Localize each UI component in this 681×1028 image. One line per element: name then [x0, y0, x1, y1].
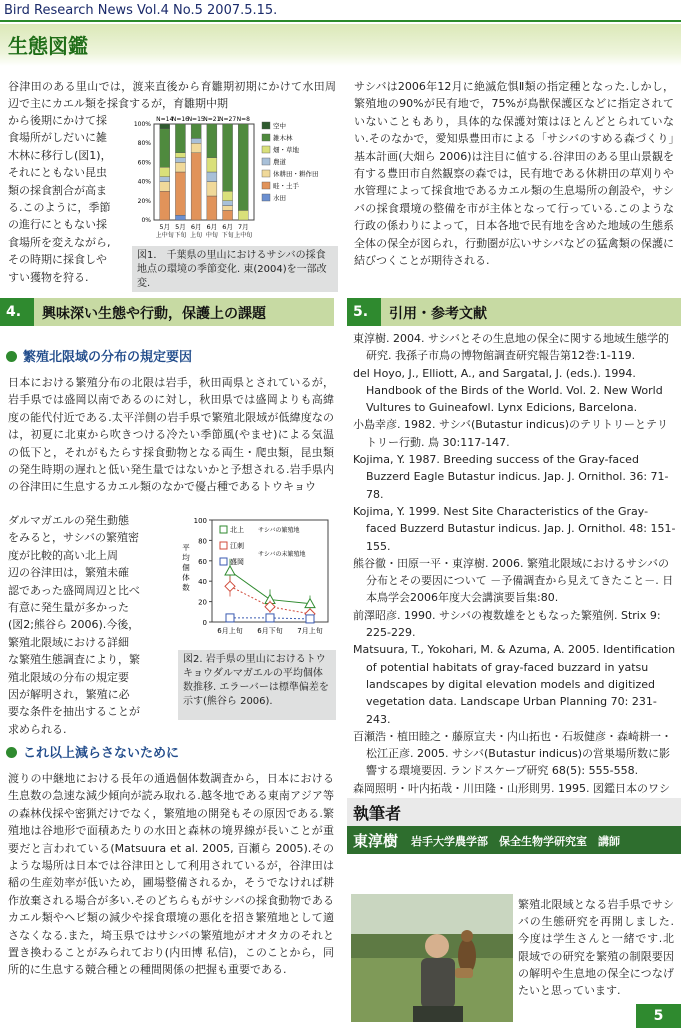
y-tick-label: 0 [202, 619, 207, 627]
data-point [225, 566, 235, 575]
y-tick-label: 20 [198, 598, 207, 607]
subheading-prevent-decline [6, 742, 179, 761]
range-line: 因が解明され，繁殖に必 [8, 688, 130, 702]
author-photo-image [351, 894, 513, 1022]
x-tick-sublabel: 中旬 [205, 232, 218, 239]
range-line: (図2;熊谷ら 2006).今後， [8, 618, 140, 632]
author-photo [351, 894, 513, 1022]
intro-line: 食場所を変えながら, [8, 235, 111, 249]
legend-marker [220, 526, 227, 533]
header-rule [0, 20, 681, 22]
reference-item: 小島幸彦. 1982. サシバ(Butastur indicus)のテリトリーとテリトリー行動. 鳥 30:117-147. [353, 418, 668, 449]
bar-segment [175, 215, 185, 220]
bar-segment [207, 124, 217, 158]
y-tick-label: 0% [141, 217, 151, 224]
x-tick-sublabel: 上旬 [190, 232, 203, 239]
bar-segment [160, 129, 170, 167]
y-tick-label: 80% [137, 140, 151, 148]
page-header [0, 0, 681, 22]
section-4-title: 興味深い生態や行動，保護上の課題 [42, 306, 266, 322]
legend-marker [220, 542, 227, 549]
bar-segment [207, 158, 217, 172]
journal-title: Bird Research News Vol.4 No.5 2007.5.15. [4, 3, 278, 18]
n-label: N=27 [218, 116, 237, 123]
section-5-header [347, 298, 681, 326]
decline-paragraph: 渡りの中継地における長年の通過個体数調査から，日本における生息数の急速な減少傾向が読み取れる.越冬地である東南アジア等の森林伐採や密猟だけでなく，繁殖地の開発もその原因である.繁殖地は谷地形で面積あたりの水田と森林の境界線が長いことが重要だと言われている(Matsuura et al. 2005, 百瀬ら 2005).そのような場所は日本では谷津田として利用されているが，谷津田は稲の生産効率が低いため，圃場整備されるか，そうでなければ耕作放棄される場合が多い.そのどちらもがサシバの採食動物であるカエル類やヘビ類の減少や採食環境の悪化を招き繁殖地として適さなくなる.また，埼玉県ではサシバの繁殖地がオオタカのそれと置き換わることがみられており(内田博 私信)，このことから，同所的に生息する競合種との種間関係の把握も重要である. [8, 772, 334, 977]
data-point [306, 615, 314, 623]
legend-label: 盛岡 [230, 558, 244, 566]
x-tick-sublabel: 下旬 [221, 232, 234, 239]
reference-item: 前澤昭彦. 1990. サシバの複数雄をともなった繁殖例. Strix 9: 225-229. [353, 608, 661, 640]
range-line: 辺の谷津田は，繁殖未確 [8, 566, 129, 580]
legend-label: 農道 [273, 158, 286, 166]
y-axis-label-char: 均 [182, 553, 190, 562]
intro-line: る.このように，季節 [8, 201, 111, 215]
range-paragraph-lines [8, 512, 178, 738]
legend-swatch [262, 182, 270, 189]
bar-segment [223, 206, 233, 211]
range-line: な繁殖生態調査により，繁 [8, 653, 140, 667]
x-tick-label: 6月 [222, 223, 233, 231]
reference-list [353, 330, 677, 795]
author-heading-band [347, 798, 681, 826]
bar-segment [223, 210, 233, 220]
reference-item: 熊谷徹・田原一平・東淳樹. 2006. 繁殖北限域におけるサシバの分布とその要因について －予備調査から見えてきたこと－. 日本鳥学会2006年度大会講演要旨集:80. [353, 556, 674, 605]
legend-group-label: サシバの未繁殖地 [258, 551, 306, 558]
legend-label: 畑・草地 [273, 146, 299, 154]
bullet-icon [6, 747, 17, 758]
reference-item: Kojima, Y. 1999. Nest Site Characteristics of the Gray-faced Buzzerd Butastur indicus. Jap. J. Ornithol. 48: 151-155. [353, 504, 676, 553]
legend-label: 雑木林 [273, 134, 293, 142]
reference-item: 東淳樹. 2004. サシバとその生息地の保全に関する地域生態学的研究. 我孫子市鳥の博物館調査研究報告第12巻:1-119. [353, 332, 669, 363]
legend-swatch [262, 134, 270, 141]
figure-1-caption: 図1． 千葉県の里山におけるサシバの採食地点の環境の季節変化. 東(2004)を一部改変. [132, 246, 338, 292]
intro-line: その時期に採食しや [8, 253, 107, 267]
range-line: 認であった盛岡周辺と比べ [8, 583, 140, 597]
figure-2-caption: 図2. 岩手県の里山におけるトウキョウダルマガエルの平均個体数推移. エラーバーは標準偏差を示す(熊谷ら 2006). [178, 650, 336, 720]
bar-segment [207, 196, 217, 220]
bar-segment [175, 158, 185, 163]
x-tick-sublabel: 下旬 [174, 232, 187, 239]
legend-label: 畦・土手 [273, 182, 299, 190]
range-line: をみると，サシバの繁殖密 [8, 531, 140, 545]
y-axis-label-char: 個 [182, 563, 190, 572]
legend-label: 休耕田・耕作田 [273, 170, 319, 178]
bar-segment [238, 210, 248, 220]
bar-segment [207, 172, 217, 182]
figure-1 [132, 112, 338, 246]
bar-segment [238, 124, 248, 210]
bar-segment [175, 124, 185, 153]
author-name: 東淳樹 [353, 832, 399, 850]
section-main-title: 生態図鑑 [8, 34, 88, 58]
reference-item: Matsuura, T., Yokohari, M. & Azuma, A. 2005. Identification of potential habitats of gray-faced buzzard in yatsu landscapes by digital elevation models and digitized vegetation data. Landscape Urban Planning 70: 231-243. [353, 643, 676, 726]
reference-item: del Hoyo, J., Elliott, A., and Sargatal, J. (eds.). 1994. Handbook of the Birds of the World. Vol. 2. New World Vultures to Guineafowl. Lynx Edicions, Barcelona. [353, 366, 663, 415]
y-tick-label: 80 [198, 537, 207, 546]
x-tick-label: 6月 [190, 223, 202, 231]
x-tick-sublabel: 上中旬 [234, 232, 253, 239]
bar-segment [175, 162, 185, 172]
bar-segment [223, 124, 233, 191]
legend-swatch [262, 122, 270, 129]
n-label: N=14 [156, 116, 174, 123]
legend-swatch [262, 170, 270, 177]
bar-segment [160, 182, 170, 192]
author-bio: 繁殖北限域となる岩手県でサシバの生態研究を再開しました.今度は学生さんと一緒です.北限域での研究を繁殖の制限要因の解明や生息地の保全につなげたいと思っています. [518, 898, 674, 998]
subheading-range-factors-text: 繁殖北限域の分布の規定要因 [23, 350, 193, 365]
y-tick-label: 20% [137, 197, 151, 205]
bar-segment [191, 143, 201, 153]
bar-segment [160, 124, 170, 129]
y-tick-label: 40% [137, 178, 151, 186]
y-tick-label: 100 [193, 517, 207, 525]
bar-segment [207, 182, 217, 196]
reference-item: Kojima, Y. 1987. Breeding success of the Gray-faced Buzzerd Eagle Butastur indicus. Jap. J. Ornithol. 36: 71-78. [353, 453, 669, 501]
figure-2 [178, 512, 336, 650]
range-line: 求められる. [8, 722, 67, 736]
legend-swatch [262, 146, 270, 153]
section-5-title: 引用・参考文献 [389, 306, 487, 322]
intro-line: 食場所がしだいに雑 [8, 131, 107, 145]
subheading-prevent-decline-text: これ以上減らさないために [23, 746, 180, 761]
range-paragraph-full: 日本における繁殖分布の北限は岩手，秋田両県とされているが，岩手県では盛岡以南であるのに対し，秋田県では盛岡よりも高緯度の能代付近である.太平洋側の岩手県で繁殖北限域が低緯度なのは，初夏に北東から吹きつける冷たい季節風(やませ)による気温の低下と，それがもたらす採食動物となる両生・爬虫類，昆虫類の発生時期の遅れと低い発生量ではないかと予想される.岩手県内の谷津田に生息するカエル類のなかで優占種であるトウキョウ [8, 376, 334, 494]
x-tick-label: 6月上旬 [217, 627, 243, 635]
x-tick-sublabel: 上中旬 [155, 232, 174, 239]
figure-2-chart [178, 512, 336, 650]
intro-paragraph-lines [8, 112, 130, 286]
range-line: 要な条件を抽出することが [8, 705, 140, 719]
bar-segment [191, 153, 201, 220]
intro-paragraph-full: 谷津田のある里山では，渡来直後から育雛期初期にかけて水田周辺で主にカエル類を採食するが，育雛期中期 [8, 80, 336, 111]
bar-segment [191, 124, 201, 138]
bar-segment [223, 201, 233, 206]
legend-swatch [262, 158, 270, 165]
intro-line: 木林に移行し(図1)， [8, 148, 112, 162]
y-axis-label-char: 数 [182, 583, 190, 592]
section-4-number: 4. [0, 298, 34, 326]
bar-segment [160, 191, 170, 220]
data-point [225, 581, 235, 591]
y-tick-label: 60% [137, 159, 151, 167]
data-point [266, 614, 274, 622]
legend-label: 北上 [230, 526, 244, 534]
range-line: 度が比較的高い北上周 [8, 548, 118, 562]
bar-segment [175, 172, 185, 215]
n-label: N=16 [171, 116, 190, 123]
page-number: 5 [636, 1004, 681, 1028]
data-point [226, 614, 234, 622]
x-tick-label: 5月 [175, 223, 186, 231]
section-4-header [0, 298, 334, 326]
x-tick-label: 7月上旬 [297, 627, 323, 635]
conservation-paragraph: サシバは2006年12月に絶滅危惧Ⅱ類の指定種となった.しかし，繁殖地の90%が民有地で，75%が鳥獣保護区などに指定されていないこともあり，具体的な保護対策はほとんどとられていない.そのなかで，愛知県豊田市による「サシバのすめる森づくり」基本計画(大畑ら 2006)は注目に値する.谷津田のある里山景観を有する豊田市自然観察の森では，民有地である休耕田の草刈りや水管理によって採食地であるカエル類の生息場所の創設や，サシバの採食環境の整備を市が主体となって行っている.このような行政の係わりによって，日本各地で民有地を含めた地域の生態系全体の保全が図られ，行動圏が広いサシバなどの猛禽類の保護に結びつくことが期待される. [354, 80, 674, 268]
legend-label: 水田 [273, 194, 286, 202]
y-axis-label-char: 平 [182, 543, 190, 552]
bullet-icon [6, 351, 17, 362]
range-line: 殖北限域の分布の規定要 [8, 670, 129, 684]
author-affiliation: 岩手大学農学部 保全生物学研究室 講師 [411, 835, 620, 848]
bar-segment [160, 177, 170, 182]
author-name-band [347, 826, 681, 854]
legend-group-label: サシバの繁殖地 [258, 527, 300, 534]
n-label: N=15 [187, 116, 205, 123]
section-title-band [0, 24, 681, 66]
y-tick-label: 100% [133, 121, 151, 128]
intro-line: すい獲物を狩る. [8, 270, 89, 284]
bar-segment [223, 191, 233, 201]
intro-line: の進行にともない採 [8, 218, 107, 232]
y-axis-label-char: 体 [182, 573, 190, 582]
intro-line: 類の採食割合が高ま [8, 183, 107, 197]
legend-label: 江刺 [230, 542, 244, 550]
x-tick-label: 6月下旬 [257, 627, 283, 635]
range-line: 繁殖北限域における詳細 [8, 635, 129, 649]
legend-marker [220, 558, 227, 565]
x-tick-label: 7月 [237, 223, 249, 231]
reference-item: 森岡照明・叶内拓哉・川田隆・山形則男. 1995. 図鑑日本のワシ [353, 781, 670, 795]
n-label: N=21 [203, 116, 221, 123]
section-5-number: 5. [347, 298, 381, 326]
x-tick-label: 6月 [206, 223, 218, 231]
subheading-range-factors [6, 346, 192, 365]
bar-segment [175, 153, 185, 158]
legend-swatch [262, 194, 270, 201]
n-label: N=8 [236, 116, 250, 123]
author-heading: 執筆者 [353, 804, 402, 823]
intro-line: それにともない昆虫 [8, 166, 107, 180]
bar-segment [191, 138, 201, 143]
x-tick-label: 5月 [159, 223, 171, 231]
legend-label: 空中 [273, 122, 286, 130]
reference-item: 百瀬浩・植田睦之・藤原宣夫・内山拓也・石坂健彦・森崎耕一・松江正彦. 2005. サシバ(Butastur indicus)の営巣場所数に影響する環境要因. ランドスケープ研究 68(5): 555-558. [353, 729, 672, 778]
range-line: ダルマガエルの発生動態 [8, 514, 129, 527]
intro-line: から後期にかけて採 [8, 114, 107, 127]
figure-1-chart [132, 112, 338, 246]
range-line: 有意に発生量が多かった [8, 601, 129, 615]
y-tick-label: 40 [198, 578, 207, 587]
y-tick-label: 60 [198, 557, 207, 566]
bar-segment [160, 167, 170, 177]
